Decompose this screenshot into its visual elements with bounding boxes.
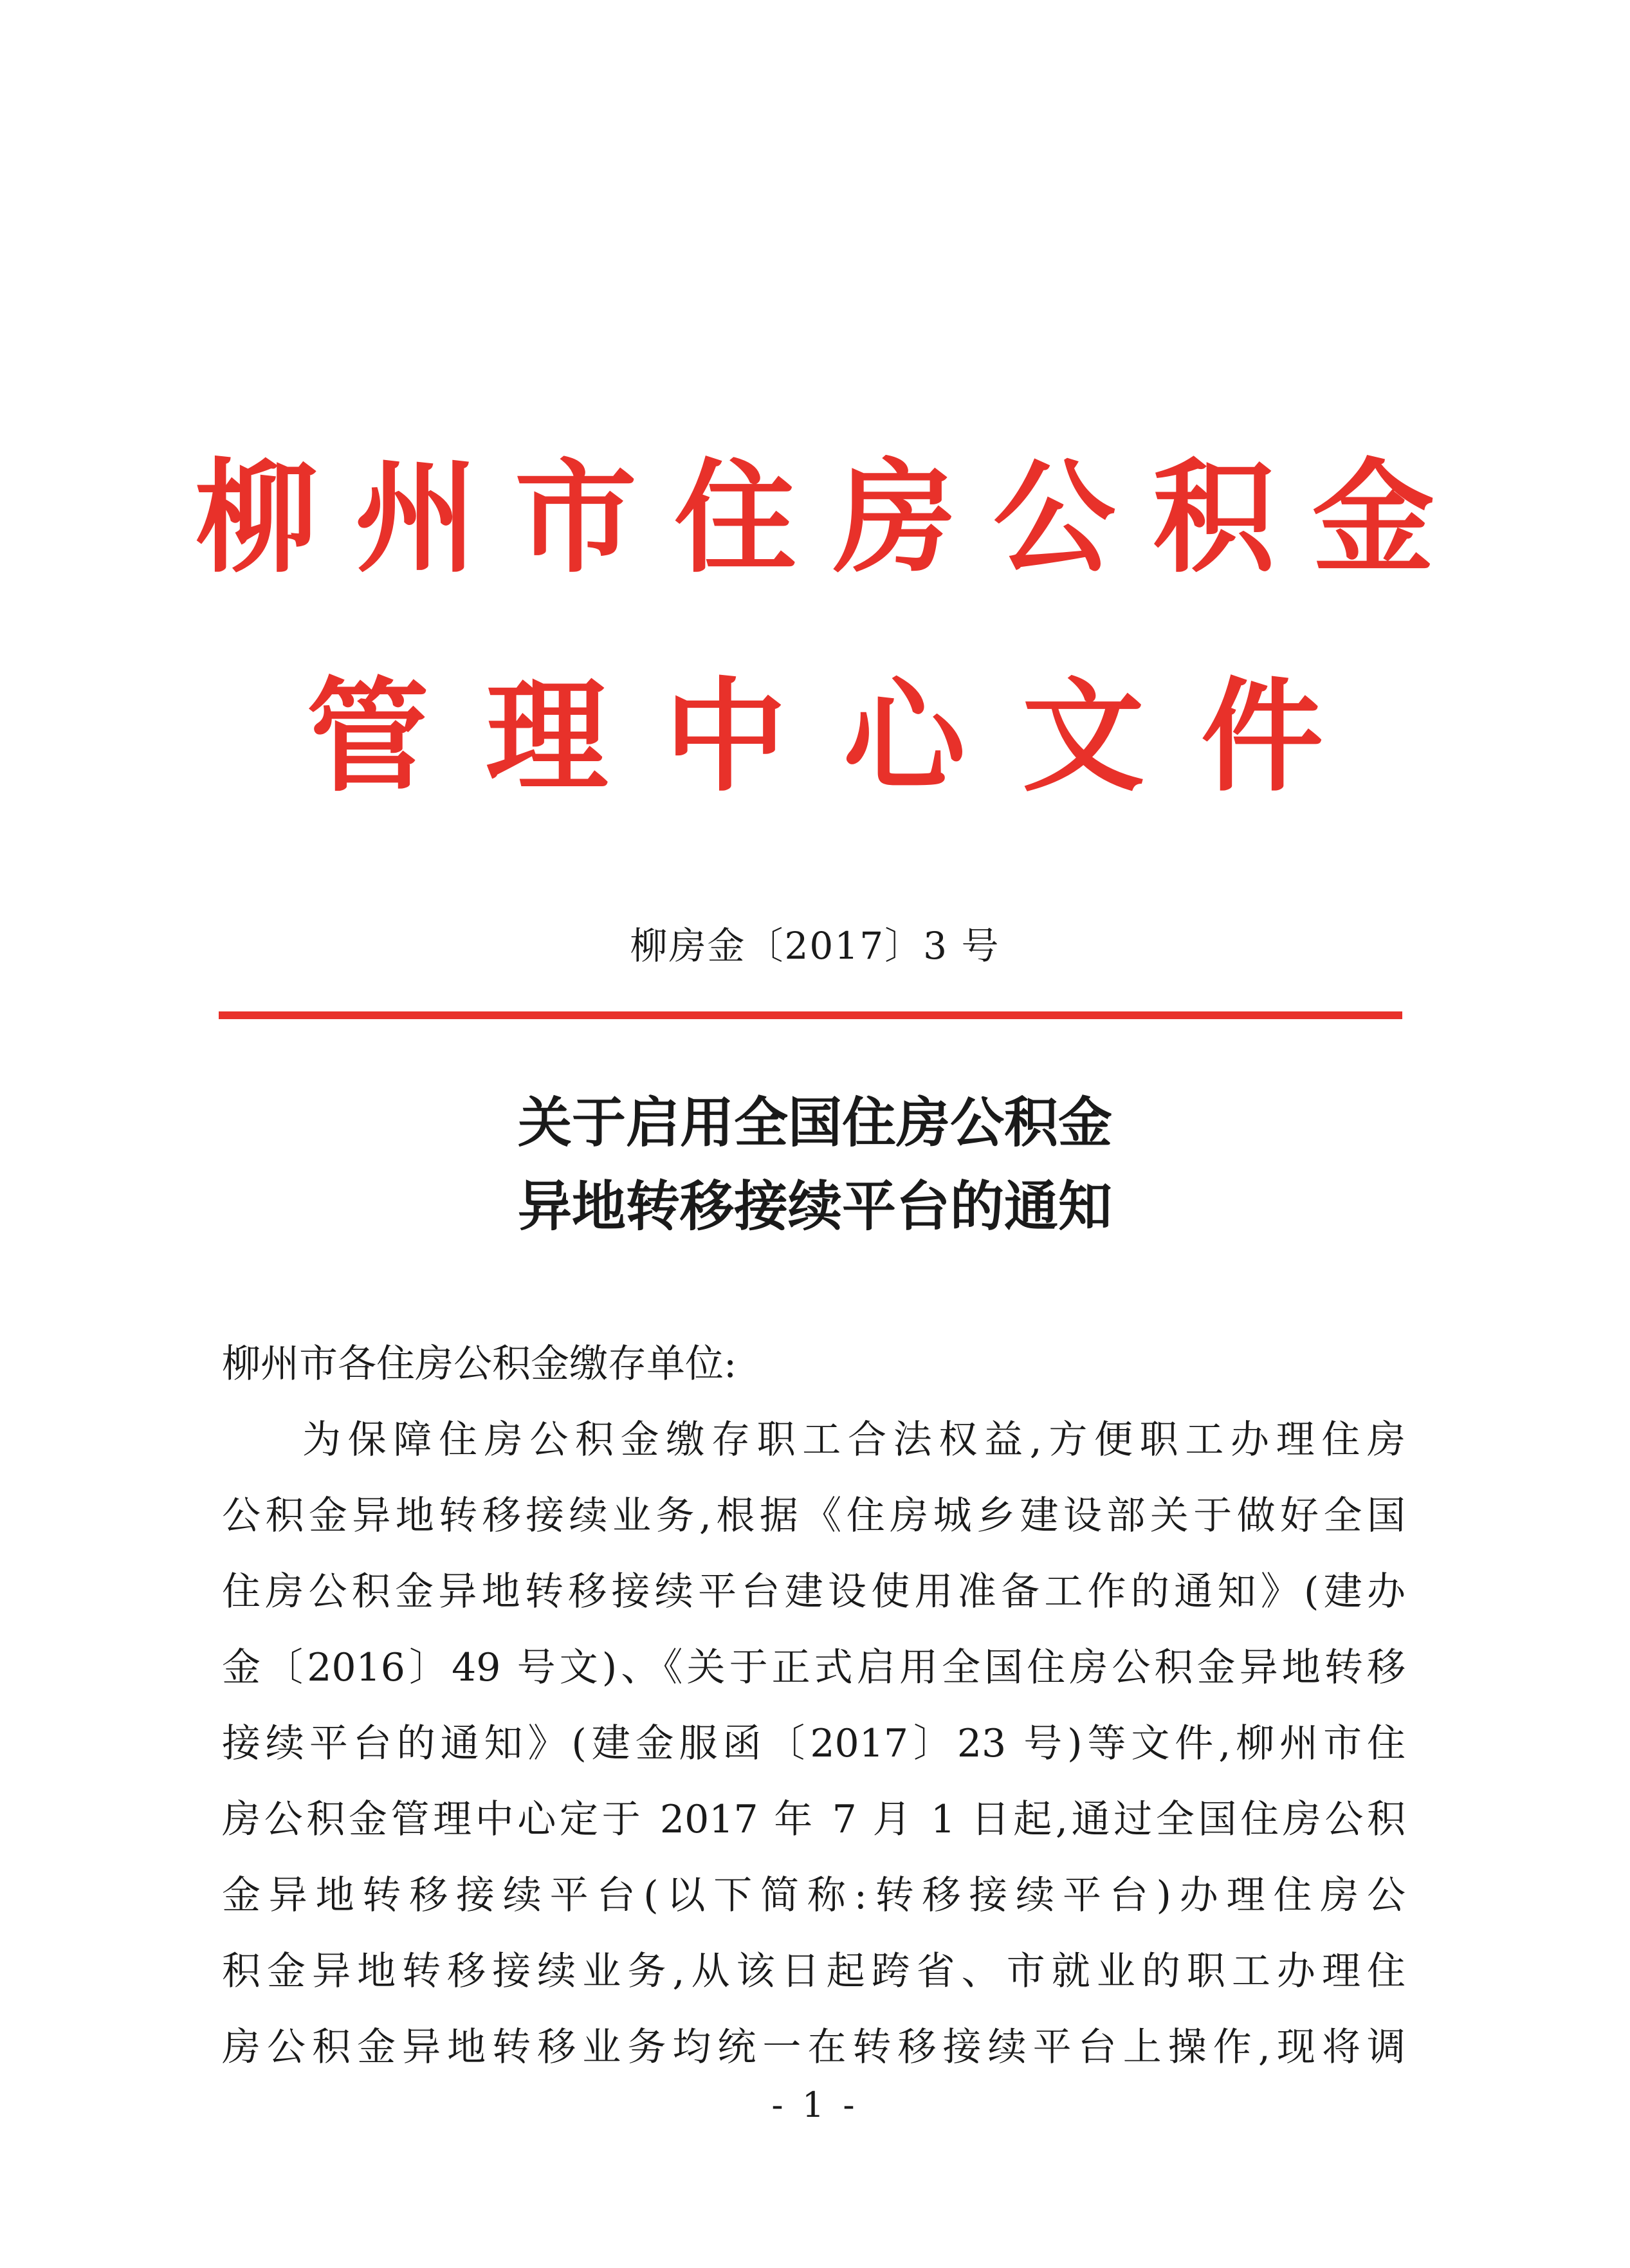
document-number: 柳房金〔2017〕3 号	[630, 924, 1000, 968]
notice-title-line2: 异地转移接续平台的通知	[517, 1175, 1112, 1238]
document-header-line2: 管理中心文件	[306, 665, 1380, 808]
addressee: 柳州市各住房公积金缴存单位:	[222, 1341, 737, 1387]
paragraph-line: 接续平台的通知》(建金服函〔2017〕23 号)等文件,柳州市住	[222, 1721, 1406, 1766]
paragraph-line: 住房公积金异地转移接续平台建设使用准备工作的通知》(建办	[222, 1569, 1406, 1614]
paragraph-line: 公积金异地转移接续业务,根据《住房城乡建设部关于做好全国	[222, 1493, 1406, 1538]
paragraph-line: 金〔2016〕49 号文)、《关于正式启用全国住房公积金异地转移	[222, 1645, 1406, 1690]
red-divider-line	[219, 1011, 1402, 1019]
paragraph-line: 房公积金管理中心定于 2017 年 7 月 1 日起,通过全国住房公积	[222, 1797, 1406, 1842]
paragraph-line: 房公积金异地转移业务均统一在转移接续平台上操作,现将调	[222, 2025, 1406, 2070]
paragraph-line: 金异地转移接续平台(以下简称:转移接续平台)办理住房公	[222, 1873, 1406, 1918]
notice-title-line1: 关于启用全国住房公积金	[517, 1091, 1112, 1154]
document-header-line1: 柳州市住房公积金	[195, 446, 1472, 589]
paragraph-line: 积金异地转移接续业务,从该日起跨省、市就业的职工办理住	[222, 1949, 1406, 1994]
page-number: - 1 -	[771, 2085, 859, 2125]
paragraph-line: 为保障住房公积金缴存职工合法权益,方便职工办理住房	[302, 1417, 1406, 1462]
